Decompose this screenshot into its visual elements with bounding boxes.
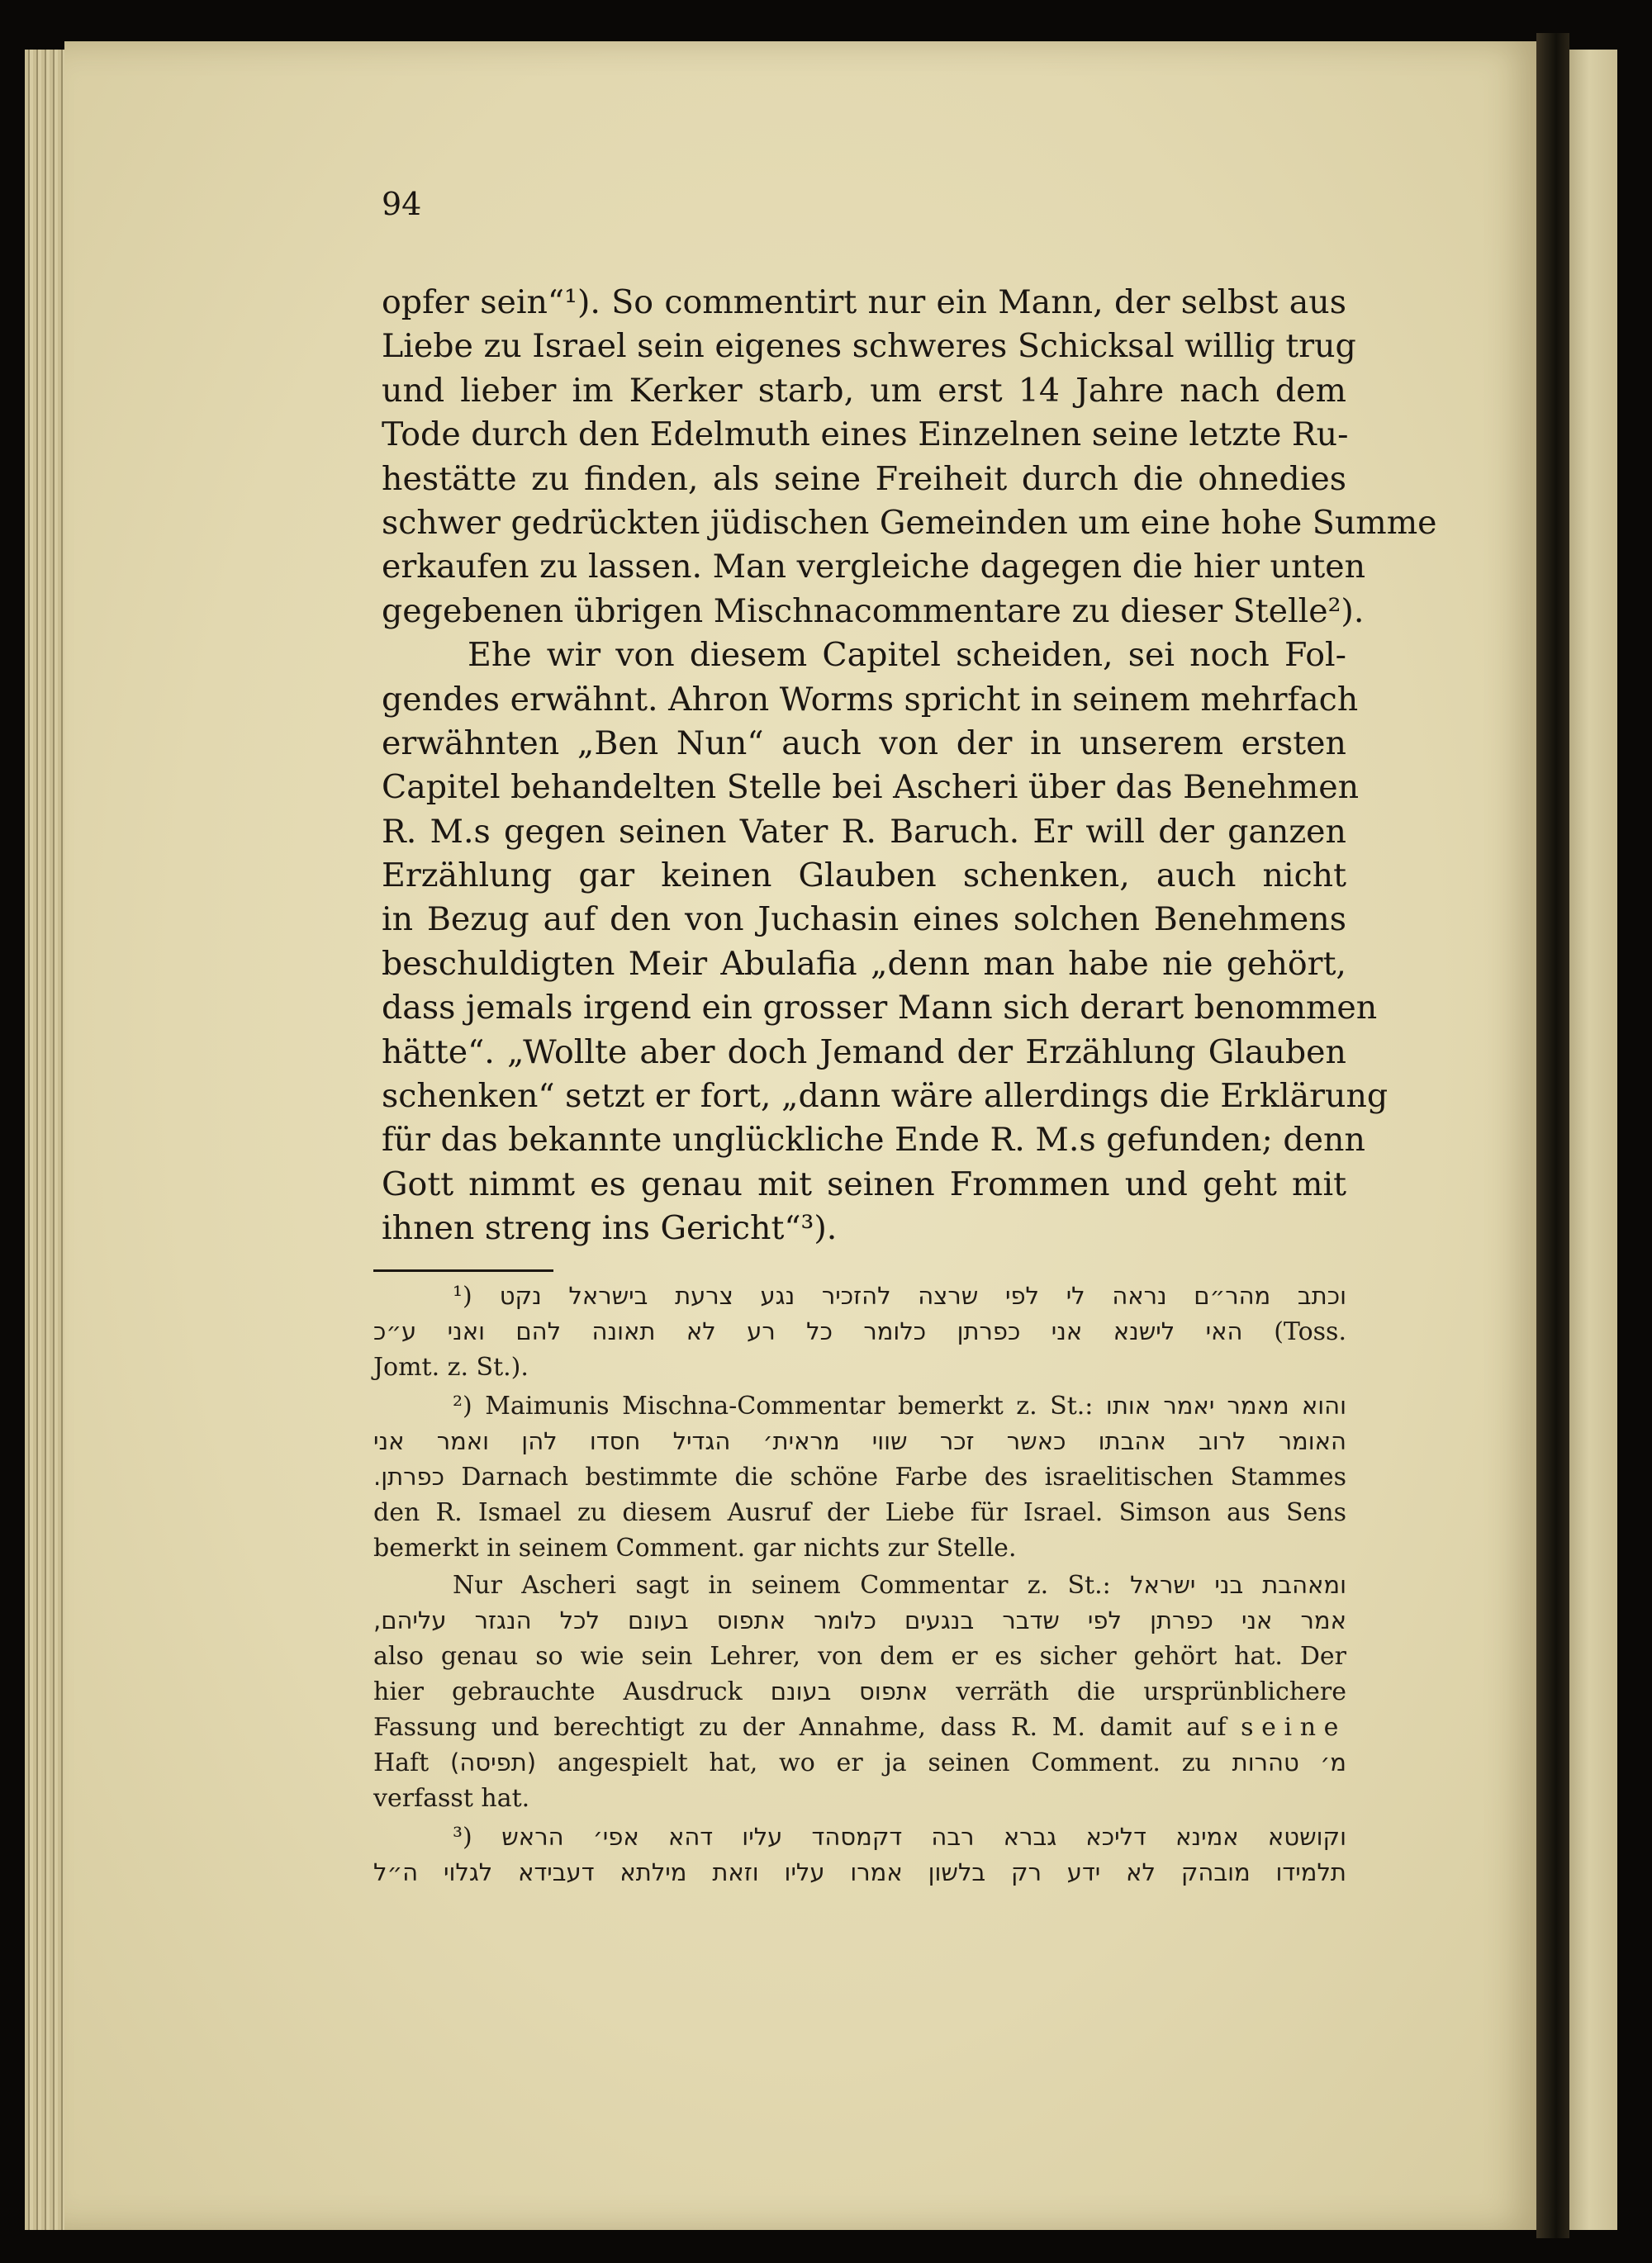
text-line: Liebe zu Israel sein eigenes schweres Schicksal willig trug [382,327,1356,366]
footnote-text: hier gebrauchte Ausdruck [373,1677,743,1706]
text-line: Gott nimmt es genau mit seinen Frommen und geht mit [382,1165,1346,1203]
text-line: und lieber im Kerker starb, um erst 14 Jahre nach dem [382,371,1346,410]
text-line: schenken“ setzt er fort, „dann wäre allerdings die Erklärung [382,1077,1389,1116]
footnote-marker: ²) [453,1392,472,1421]
text-line: in Bezug auf den von Juchasin eines solchen Benehmens [382,900,1346,939]
text-line: hätte“. „Wollte aber doch Jemand der Erzählung Glauben [382,1032,1346,1071]
footnote-text: Nur Ascheri sagt in seinem Commentar z. St.: [453,1571,1111,1600]
hebrew-text: וכתב מהר״ם נראה לי לפי שרצה להזכיר נגע צרעת בישראל נקט [499,1282,1346,1310]
hebrew-text: כפרתן. [373,1463,444,1491]
footnote-2-line [373,1568,1346,1603]
footnote-2-line [373,1459,1346,1495]
footnote-2-line [373,1388,1346,1424]
page-number: 94 [382,186,422,222]
hebrew-text: והוא מאמר יאמר אותו [1105,1392,1346,1420]
text-line: erwähnten „Ben Nun“ auch von der in unserem ersten [382,723,1346,762]
footnote-3-line [373,1819,1346,1855]
footnote-1-line [373,1314,1346,1350]
next-page-edge [1569,50,1619,2230]
text-line: dass jemals irgend ein grosser Mann sich derart benommen [382,989,1378,1027]
footnote-text-spaced: seine [1241,1713,1346,1742]
hebrew-text: אתפוס בעונם [770,1677,928,1706]
footnotes [373,1279,1346,1891]
text-line: gendes erwähnt. Ahron Worms spricht in seinem mehrfach [382,680,1359,719]
footnote-text: Haft [373,1748,430,1777]
footnote-2-line [373,1745,1346,1781]
footnote-1-line: Jomt. z. St.). [373,1353,529,1382]
hebrew-text: מ׳ טהרות [1232,1748,1346,1777]
text-line: schwer gedrückten jüdischen Gemeinden um eine hohe Summe [382,503,1437,542]
text-line: gegebenen übrigen Mischnacommentare zu dieser Stelle²). [382,591,1365,630]
text-line: hestätte zu finden, als seine Freiheit durch die ohnedies [382,459,1346,498]
scan-background [1617,0,1652,2263]
footnote-1-line [373,1279,1346,1314]
footnote-2-line: verfasst hat. [373,1784,530,1813]
footnote-2-line: bemerkt in seinem Comment. gar nichts zur Stelle. [373,1534,1017,1563]
footnote-2-line: also genau so wie sein Lehrer, von dem er es sicher gehört hat. Der [373,1642,1346,1671]
text-line: Ehe wir von diesem Capitel scheiden, sei noch Fol- [468,636,1346,675]
footnote-2-line: אמר אני כפרתן לפי שדבר בנגעים כלומר אתפוס בעונם לכל הנגזר עליהם, [373,1606,1346,1634]
text-line: R. M.s gegen seinen Vater R. Baruch. Er will der ganzen [382,812,1346,851]
hebrew-text: האי לישנא אני כפרתן כלומר כל רע לא תאונה להם ואני ע״כ [373,1317,1243,1345]
footnote-text: angespielt hat, wo er ja seinen Comment. zu [557,1748,1211,1777]
text-line: ihnen streng ins Gericht“³). [382,1209,838,1248]
book-gutter [1536,33,1569,2238]
footnote-text: Maimunis Mischna-Commentar bemerkt z. St.: [485,1392,1094,1421]
footnote-3-line: תלמידו מובהק לא ידע רק בלשון אמרו עליו וזאת מילתא דעבידא לגלוי ה״ל [373,1858,1346,1886]
text-line: beschuldigten Meir Abulafia „denn man habe nie gehört, [382,944,1346,983]
footnote-marker: ³) [453,1823,472,1852]
footnote-2-line [373,1710,1346,1745]
text-line: für das bekannte unglückliche Ende R. M.s gefunden; denn [382,1121,1365,1160]
footnote-2-line: den R. Ismael zu diesem Ausruf der Liebe für Israel. Simson aus Sens [373,1498,1346,1527]
text-line: Tode durch den Edelmuth eines Einzelnen seine letzte Ru- [382,415,1349,454]
hebrew-text: (תפיסה) [450,1748,537,1777]
text-line: opfer sein“¹). So commentirt nur ein Mann, der selbst aus [382,283,1346,321]
text-line: Erzählung gar keinen Glauben schenken, auch nicht [382,856,1346,895]
footnote-text: Darnach bestimmte die schöne Farbe des israelitischen Stammes [461,1463,1346,1492]
footnote-text: (Toss. [1274,1317,1346,1346]
text-line: erkaufen zu lassen. Man vergleiche dagegen die hier unten [382,548,1366,586]
footnote-rule [373,1269,553,1272]
footnote-text: Fassung und berechtigt zu der Annahme, dass R. M. damit auf [373,1713,1227,1742]
footnote-2-line: האומר לרוב אהבתו כאשר זכר שווי מראית׳ הגדיל חסדו להן ואמר אני [373,1427,1346,1455]
hebrew-text: ומאהבת בני ישראל [1130,1571,1347,1599]
footnote-marker: ¹) [453,1282,472,1311]
hebrew-text: וקושטא אמינא דליכא גברא רבה דקמסהד עליו דהא אפי׳ הראש [501,1823,1346,1851]
text-line: Capitel behandelten Stelle bei Ascheri über das Benehmen [382,768,1360,807]
footnote-2-line [373,1674,1346,1710]
main-text [382,281,1437,1251]
footnote-text: verräth die ursprünblichere [956,1677,1346,1706]
